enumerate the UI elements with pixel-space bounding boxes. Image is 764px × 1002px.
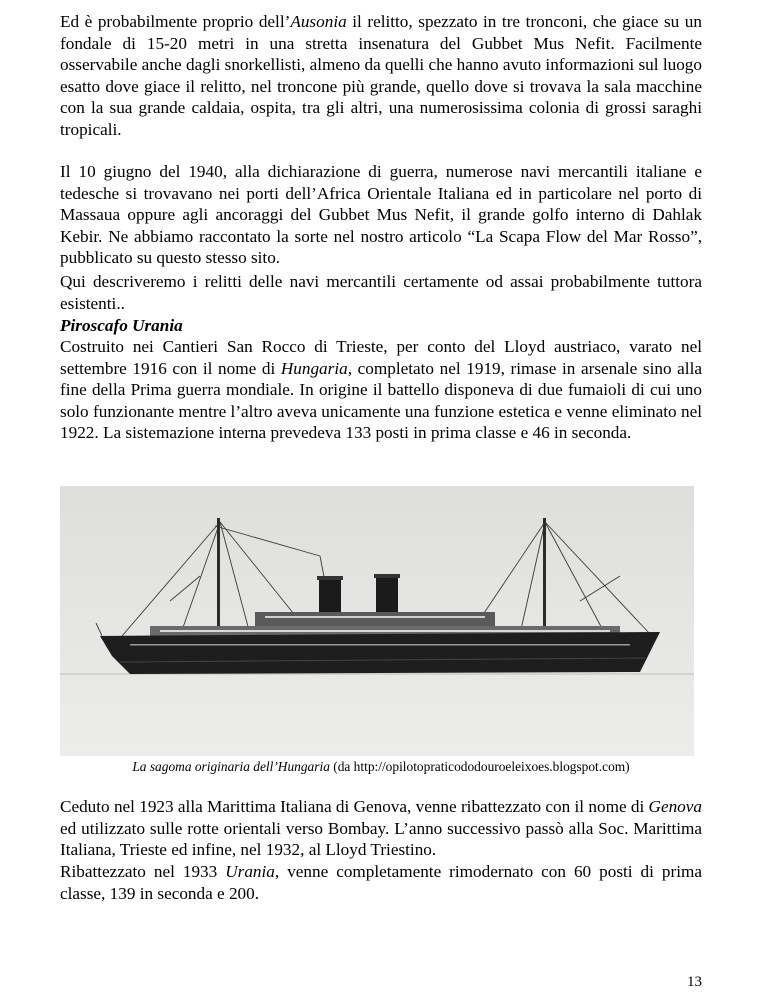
ship-name-italic: Genova — [648, 797, 702, 816]
paragraph-intro-wrecks: Qui descriveremo i relitti delle navi mercantili certamente od assai probabilmente tuttora esistenti.. — [60, 272, 702, 313]
paragraph-war-declaration: Il 10 giugno del 1940, alla dichiarazione di guerra, numerose navi mercantili italiane e tedesche si trovavano nei porti dell’Africa Orientale Italiana ed in particolare nel porto di Massaua oppure agli ancoraggi del Gubbet Mus Nefit, il grande golfo interno di Dahlak Kebir. Ne abbiamo raccontato la sorte nel nostro articolo “La Scapa Flow del Mar Rosso”, pubblicato su questo stesso sito. — [60, 162, 702, 268]
page-number: 13 — [687, 974, 702, 990]
text-run: Costruito nei Cantieri San Rocco di Trieste, per conto del Lloyd austriaco, varato nel settembre 1916 con il nome di — [60, 337, 702, 378]
text-run: Ribattezzato nel 1933 — [60, 862, 226, 881]
text-run: completato nel 1919, rimase in arsenale sino alla fine della Prima guerra mondiale. In origine il battello disponeva di due fumaioli di cui uno solo funzionante mentre l’altro aveva unicamente una funzione estetica e venne eliminato nel 1922. La sistemazione interna prevedeva 133 posti in prima classe e 46 in seconda. — [60, 358, 702, 443]
caption-source: (da http://opilotopraticododouroeleixoes.blogspot.com) — [329, 759, 630, 774]
caption-title: La sagoma originaria dell’Hungaria — [132, 759, 330, 774]
text-run: il relitto, spezzato in tre tronconi, che giace su un fondale di 15-20 metri in una stretta insenatura del Gubbet Mus Nefit. Facilmente osservabile anche dagli snorkellisti, almeno da quelli che hanno avuto informazioni sul luogo esatto dove giace il relitto, nel troncone più grande, quello dove si trovava la sala macchine con la sua grande caldaia, ospita, tra gli altri, una numerosissima colonia di grossi saraghi tropicali. — [60, 12, 702, 139]
figure-caption — [60, 758, 702, 776]
section-heading: Piroscafo Urania — [60, 316, 183, 335]
paragraph-genova-rename — [60, 796, 702, 861]
steamship-silhouette — [60, 486, 694, 756]
paragraph-ausonia-wreck — [60, 11, 702, 141]
ship-name-italic: Hungaria, — [280, 358, 353, 378]
text-run: , venne completamente rimodernato con 60 posti di prima classe, 139 in seconda e 200. — [60, 862, 702, 903]
ship-photo — [60, 486, 694, 756]
paragraph-urania-rename — [60, 861, 702, 904]
text-run: Ceduto nel 1923 alla Marittima Italiana di Genova, venne ribattezzato con il nome di — [60, 797, 649, 816]
text-run: ed utilizzato sulle rotte orientali verso Bombay. L’anno successivo passò alla Soc. Marittima Italiana, Trieste ed infine, nel 1932, al Lloyd Triestino. — [60, 818, 702, 860]
text-run: Ed è probabilmente proprio dell’ — [60, 12, 291, 31]
paragraph-urania-construction — [60, 336, 702, 444]
ship-name-italic: Urania — [225, 862, 275, 881]
ship-name-italic: Ausonia — [290, 12, 347, 31]
